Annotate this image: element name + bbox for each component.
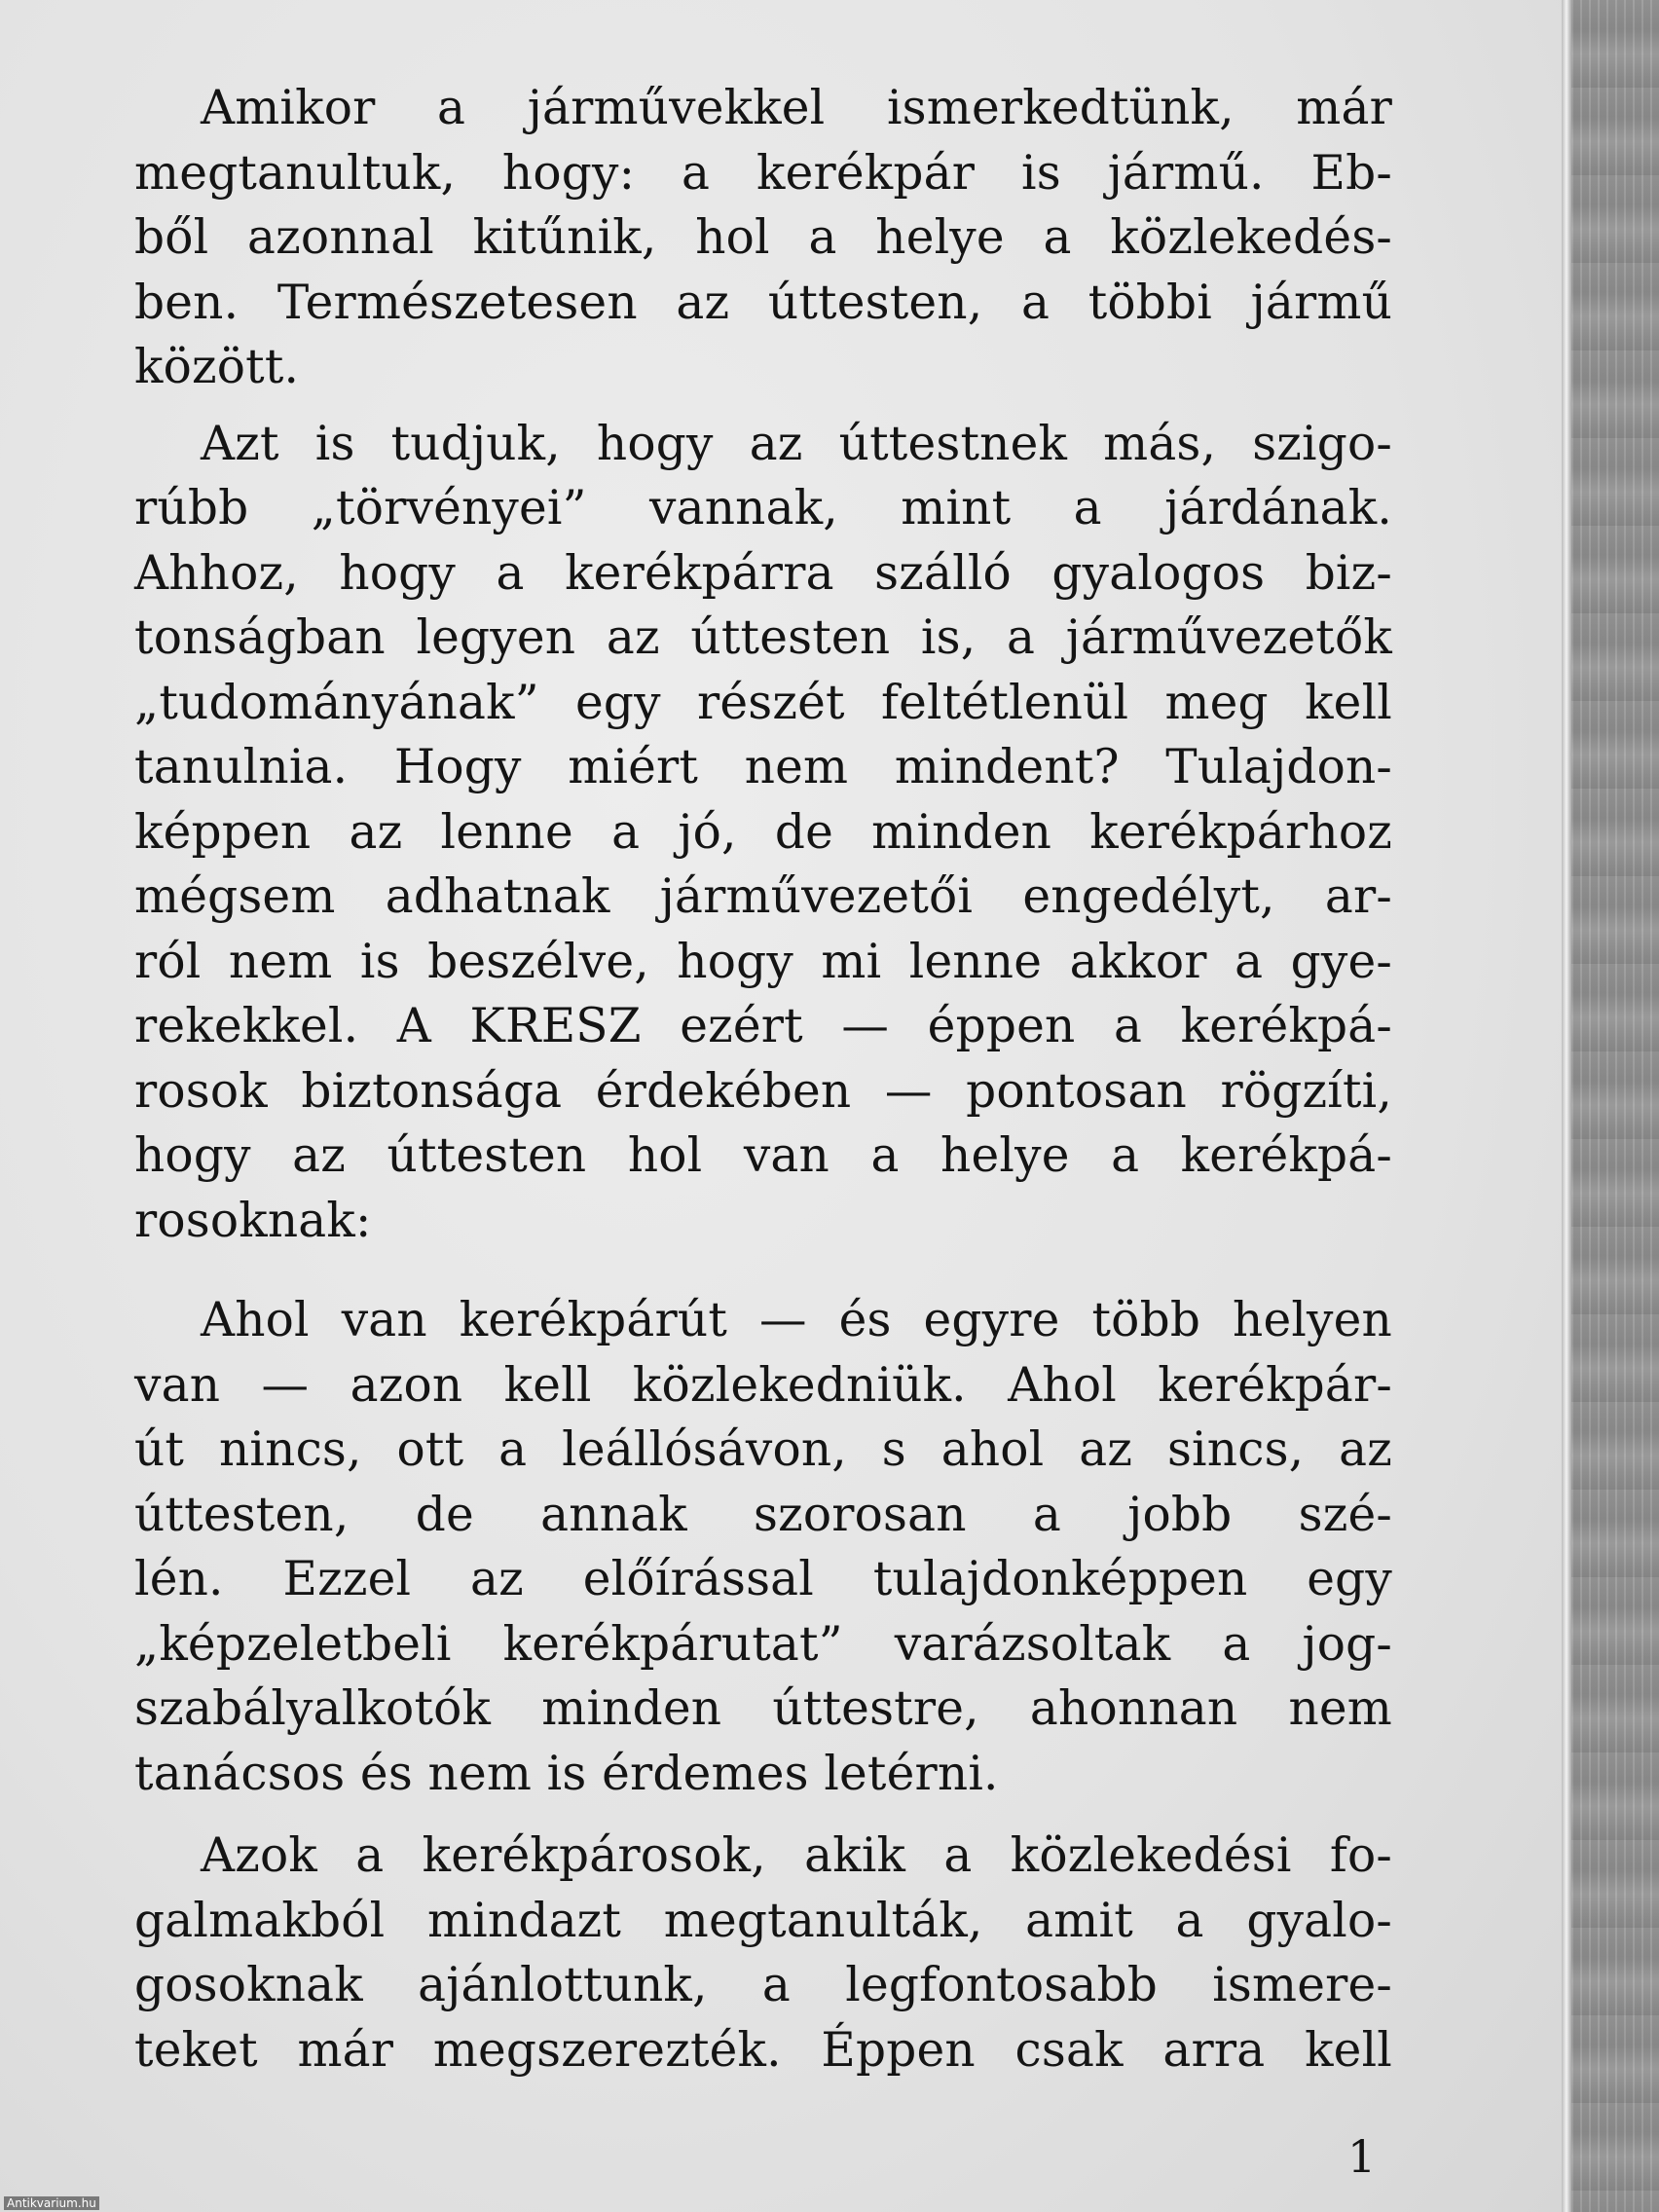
watermark: Antikvarium.hu	[4, 2196, 99, 2210]
text-line: ben. Természetesen az úttesten, a többi jármű	[134, 275, 1392, 330]
text-line-spaced: úttesten, de annak szorosan a jobb szé-	[134, 1487, 1392, 1542]
text-line: szabályalkotók minden úttestre, ahonnan nem	[134, 1681, 1392, 1736]
text-line: képpen az lenne a jó, de minden kerékpárhoz	[134, 804, 1392, 860]
paragraph-4	[68, 1824, 1392, 2083]
text-line: tonságban legyen az úttesten is, a járművezetők	[134, 610, 1392, 665]
body-text	[68, 76, 1392, 2083]
text-line: között.	[134, 340, 300, 394]
paragraph-1	[68, 76, 1392, 400]
text-line: tanulnia. Hogy miért nem mindent? Tulajdon-	[134, 740, 1392, 794]
text-line: „tudományának” egy részét feltétlenül meg kell	[134, 675, 1392, 730]
text-line: Azok a kerékpárosok, akik a közlekedési fo-	[201, 1828, 1392, 1883]
text-line: galmakból mindazt megtanulták, amit a gyalo-	[134, 1893, 1392, 1948]
text-line: tanácsos és nem is érdemes letérni.	[134, 1746, 999, 1801]
text-line: rosok biztonsága érdekében — pontosan rögzíti,	[134, 1063, 1392, 1119]
text-line: van — azon kell közlekedniük. Ahol kerékpár-	[134, 1357, 1392, 1413]
text-line: lén. Ezzel az előírással tulajdonképpen egy	[134, 1552, 1392, 1606]
text-line: Ahhoz, hogy a kerékpárra szálló gyalogos biz-	[134, 545, 1392, 601]
page-number: 1	[1347, 2130, 1377, 2183]
text-line: rúbb „törvényei” vannak, mint a járdának.	[134, 481, 1392, 535]
text-line: rekekkel. A KRESZ ezért — éppen a kerékpá-	[134, 999, 1392, 1053]
text-line: Amikor a járművekkel ismerkedtünk, már	[201, 81, 1392, 135]
paragraph-2	[68, 412, 1392, 1254]
page-edge	[1562, 0, 1571, 2212]
text-line: „képzeletbeli kerékpárutat” varázsoltak a jog-	[134, 1616, 1392, 1672]
paragraph-3	[68, 1288, 1392, 1806]
book-binding	[1571, 0, 1659, 2212]
text-line: teket már megszerezték. Éppen csak arra kell	[134, 2022, 1392, 2078]
text-line: Ahol van kerékpárút — és egyre több helyen	[201, 1293, 1392, 1347]
text-line: mégsem adhatnak járművezetői engedélyt, ar-	[134, 869, 1392, 924]
text-line: megtanultuk, hogy: a kerékpár is jármű. Eb-	[134, 145, 1392, 201]
text-line: út nincs, ott a leállósávon, s ahol az sincs, az	[134, 1422, 1392, 1477]
text-line: Azt is tudjuk, hogy az úttestnek más, szigo-	[201, 416, 1392, 471]
text-line: ról nem is beszélve, hogy mi lenne akkor a gye-	[134, 934, 1392, 989]
text-line: ből azonnal kitűnik, hol a helye a közlekedés-	[134, 210, 1392, 265]
text-line: rosoknak:	[134, 1193, 372, 1248]
text-line: gosoknak ajánlottunk, a legfontosabb ismere-	[134, 1958, 1392, 2012]
text-line: hogy az úttesten hol van a helye a kerékpá-	[134, 1128, 1392, 1183]
